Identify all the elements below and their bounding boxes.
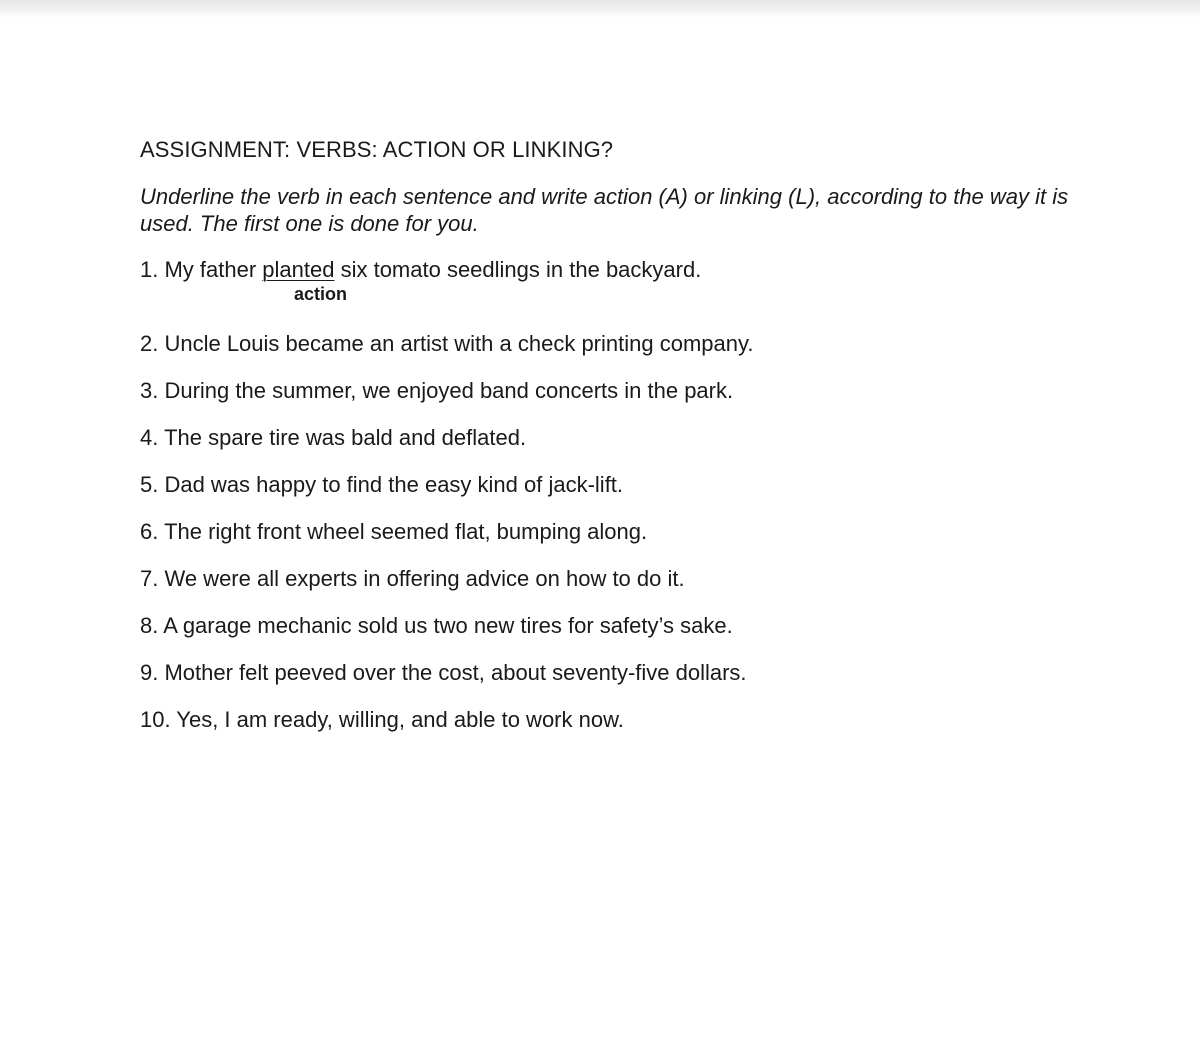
example-answer: action [294, 284, 348, 304]
question-8: 8. A garage mechanic sold us two new tires for safety’s sake. [140, 613, 733, 638]
question-7: 7. We were all experts in offering advice on how to do it. [140, 566, 685, 591]
question-5: 5. Dad was happy to find the easy kind of jack-lift. [140, 472, 624, 497]
example-verb: planted [262, 257, 335, 282]
example-suffix: six tomato seedlings in the backyard. [334, 257, 702, 282]
worksheet-page [140, 137, 1100, 754]
example-prefix: 1. My father [140, 257, 263, 282]
viewer-top-bar [0, 0, 1200, 18]
example-question [140, 257, 1100, 309]
question-9: 9. Mother felt peeved over the cost, about seventy-five dollars. [140, 660, 747, 685]
worksheet-title: ASSIGNMENT: VERBS: ACTION OR LINKING? [140, 137, 614, 162]
question-3: 3. During the summer, we enjoyed band concerts in the park. [140, 378, 734, 403]
instructions: Underline the verb in each sentence and write action (A) or linking (L), according to the way it is used. The first one is done for you. [140, 184, 1069, 236]
question-6: 6. The right front wheel seemed flat, bumping along. [140, 519, 648, 544]
question-list [140, 257, 1100, 733]
question-10: 10. Yes, I am ready, willing, and able to work now. [140, 707, 624, 732]
question-2: 2. Uncle Louis became an artist with a check printing company. [140, 331, 754, 356]
question-4: 4. The spare tire was bald and deflated. [140, 425, 527, 450]
